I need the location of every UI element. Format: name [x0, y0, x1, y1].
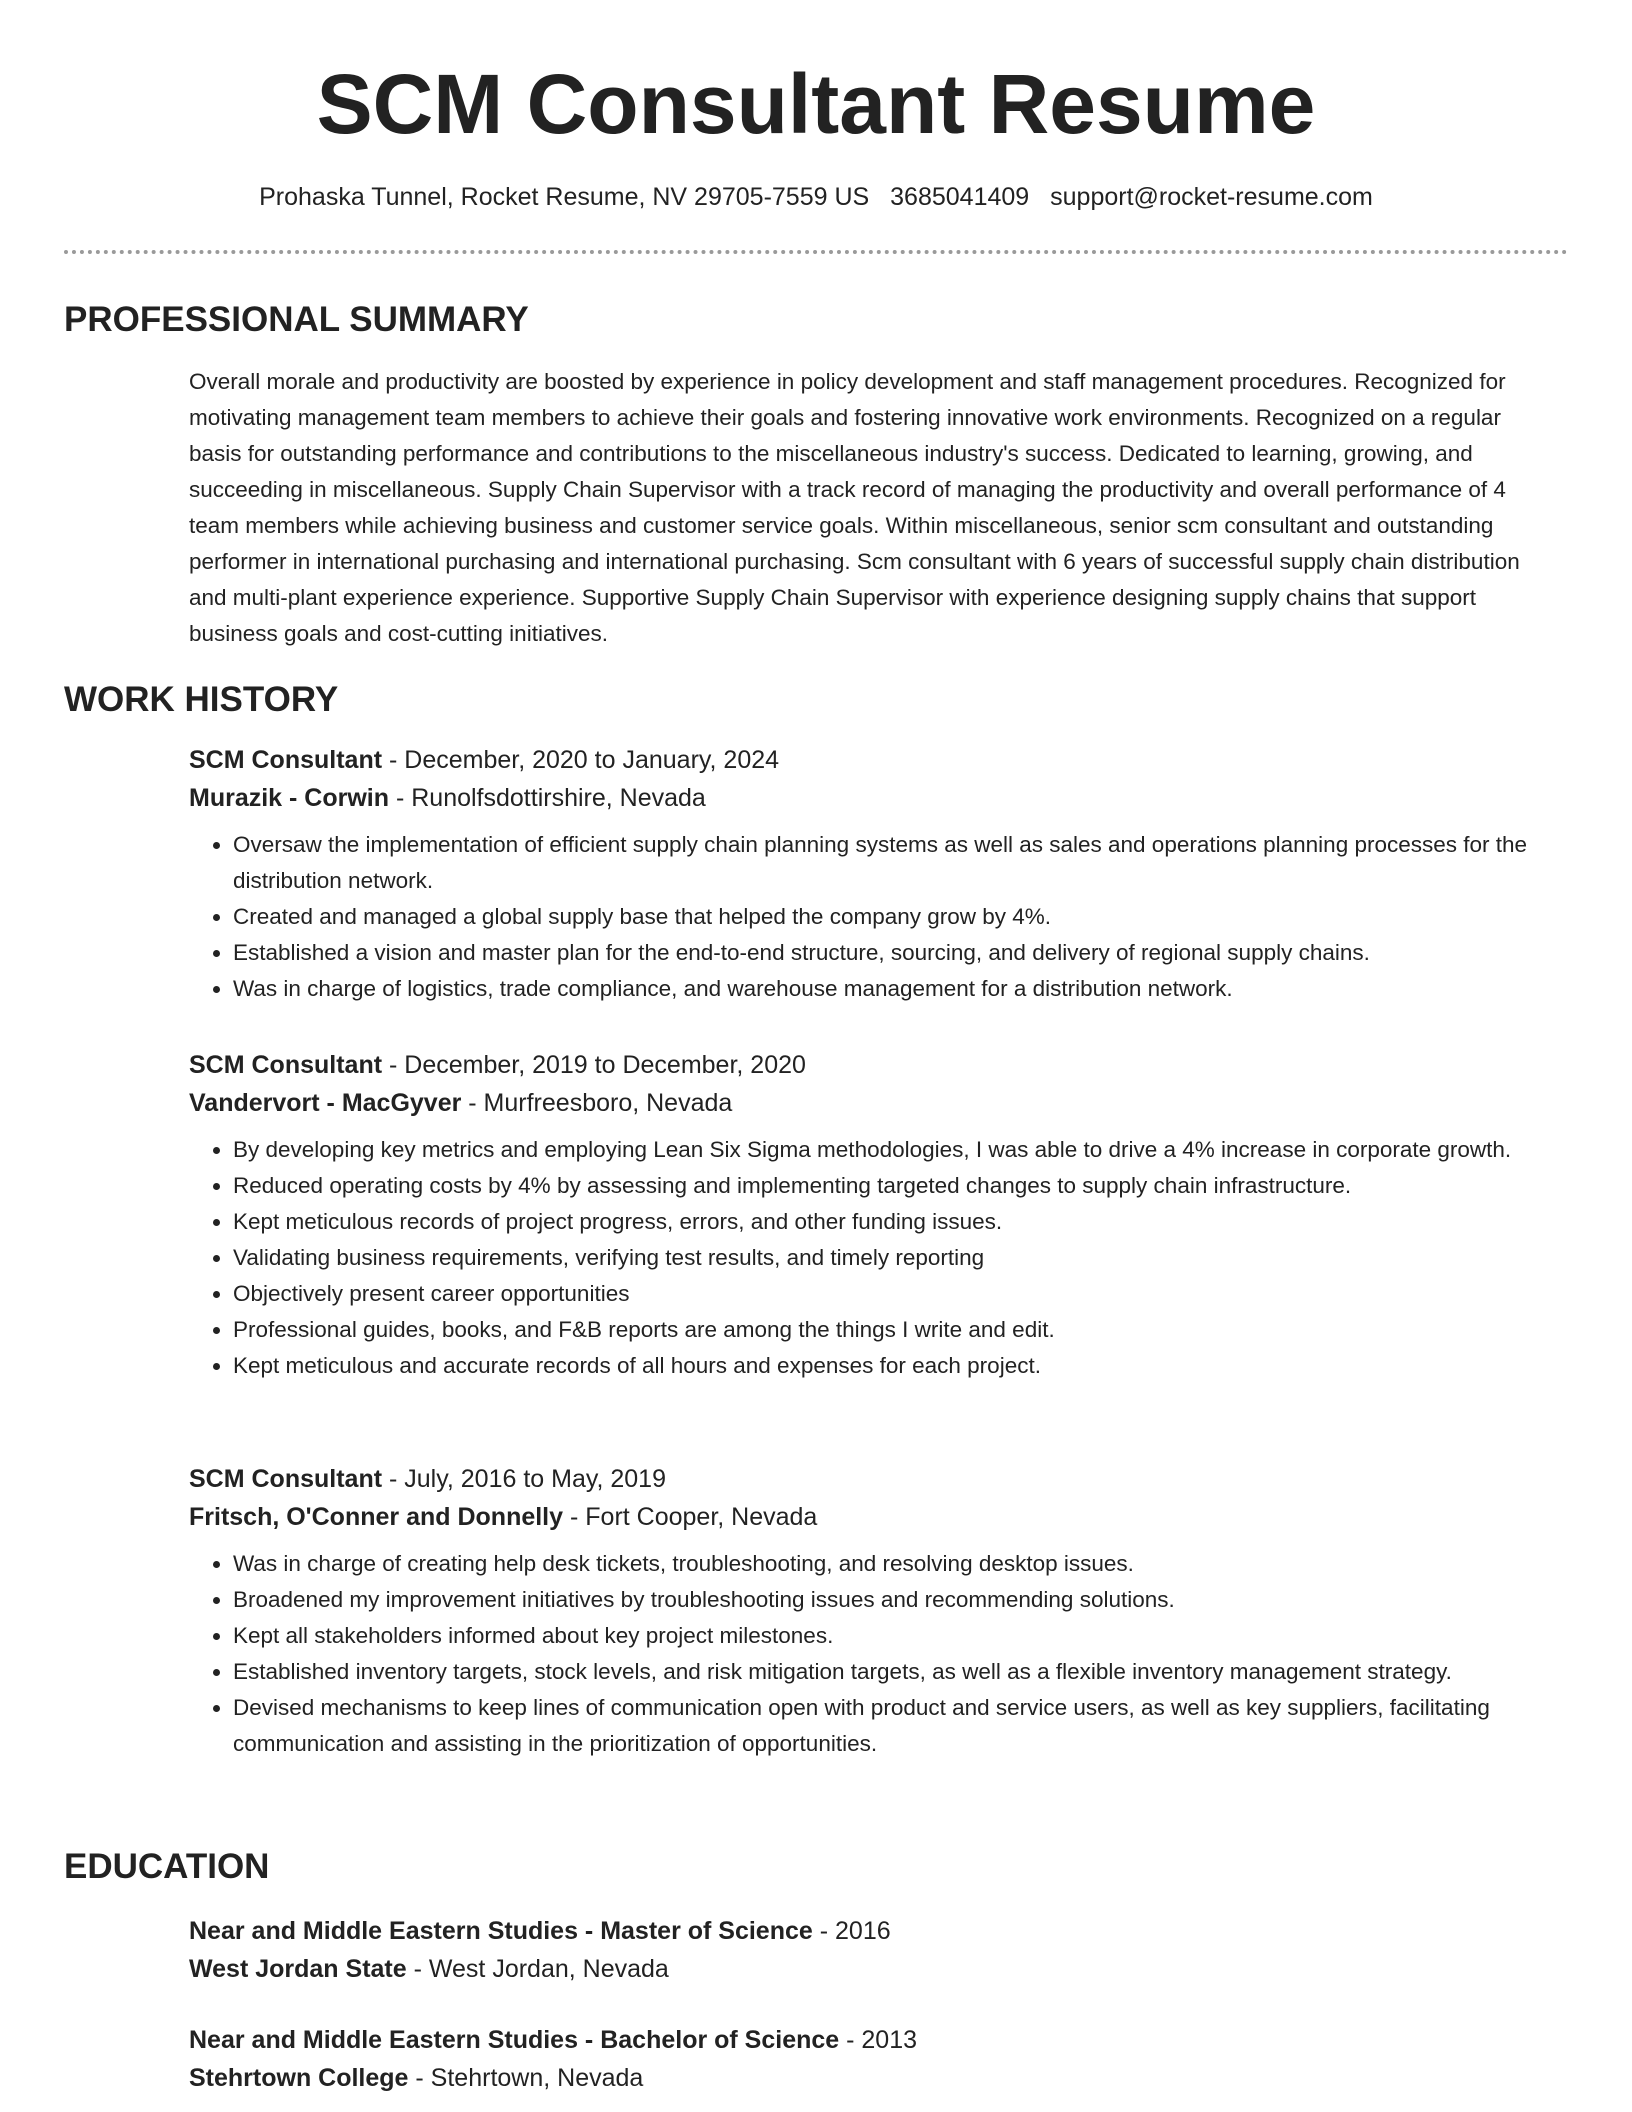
job-company: Vandervort - MacGyver: [189, 1089, 462, 1117]
job-company-line: [189, 1498, 1559, 1536]
job-bullet: • By developing key metrics and employing Lean Six Sigma methodologies, I was able to drive a 4% increase in corporate growth.: [233, 1132, 1559, 1168]
job-entry: [189, 1460, 1559, 1762]
job-bullet: • Was in charge of creating help desk tickets, troubleshooting, and resolving desktop issues.: [233, 1546, 1559, 1582]
education-school-line: [189, 1950, 1559, 1988]
job-bullet: • Created and managed a global supply base that helped the company grow by 4%.: [233, 899, 1559, 935]
education-school: West Jordan State: [189, 1955, 407, 1983]
section-title-education: EDUCATION: [64, 1847, 270, 1886]
job-bullet: • Professional guides, books, and F&B reports are among the things I write and edit.: [233, 1312, 1559, 1348]
job-bullet-list: [189, 1132, 1559, 1384]
resume-title: SCM Consultant Resume: [316, 57, 1316, 151]
job-bullet: • Kept meticulous records of project progress, errors, and other funding issues.: [233, 1204, 1559, 1240]
section-title-work-history: WORK HISTORY: [64, 680, 339, 719]
job-dates: - December, 2020 to January, 2024: [382, 746, 780, 774]
job-dates: - December, 2019 to December, 2020: [382, 1051, 806, 1079]
education-degree-line: [189, 2021, 1559, 2059]
job-bullet: • Was in charge of logistics, trade compliance, and warehouse management for a distribution network.: [233, 971, 1559, 1007]
job-bullet: • Oversaw the implementation of efficient supply chain planning systems as well as sales and operations planning processes for the distribution network.: [233, 827, 1559, 899]
education-location: - West Jordan, Nevada: [406, 1955, 669, 1983]
job-bullet: • Validating business requirements, verifying test results, and timely reporting: [233, 1240, 1559, 1276]
education-location: - Stehrtown, Nevada: [408, 2064, 644, 2092]
job-bullet: • Objectively present career opportunities: [233, 1276, 1559, 1312]
job-bullet: • Established a vision and master plan for the end-to-end structure, sourcing, and delivery of regional supply chains.: [233, 935, 1559, 971]
job-entry: [189, 1046, 1559, 1384]
job-company: Murazik - Corwin: [189, 784, 390, 812]
job-bullet: • Reduced operating costs by 4% by assessing and implementing targeted changes to supply chain infrastructure.: [233, 1168, 1559, 1204]
education-school-line: [189, 2059, 1559, 2097]
job-dates: - July, 2016 to May, 2019: [382, 1465, 666, 1493]
education-school: Stehrtown College: [189, 2064, 409, 2092]
contact-line: [0, 180, 1632, 214]
education-degree: Near and Middle Eastern Studies - Master of Science: [189, 1917, 813, 1945]
job-title-line: [189, 1046, 1559, 1084]
summary-paragraph: Overall morale and productivity are boosted by experience in policy development and staff management procedures. Recognized for motivating management team members to achieve their goals and fostering innovative work environments. Recognized on a regular basis for outstanding performance and contributions to the miscellaneous industry's success. Dedicated to learning, growing, and succeeding in miscellaneous. Supply Chain Supervisor with a track record of managing the productivity and overall performance of 4 team members while achieving business and customer service goals. Within miscellaneous, senior scm consultant and outstanding performer in international purchasing and international purchasing. Scm consultant with 6 years of successful supply chain distribution and multi-plant experience experience. Supportive Supply Chain Supervisor with experience designing supply chains that support business goals and cost-cutting initiatives.: [189, 369, 1520, 646]
job-company-line: [189, 1084, 1559, 1122]
education-entry: [189, 2021, 1559, 2097]
contact-phone: 3685041409: [890, 183, 1030, 211]
job-role: SCM Consultant: [189, 1051, 383, 1079]
job-entry: [189, 741, 1559, 1007]
job-bullet-list: [189, 1546, 1559, 1762]
contact-address: Prohaska Tunnel, Rocket Resume, NV 29705-7559 US: [259, 183, 870, 211]
section-title-summary: PROFESSIONAL SUMMARY: [64, 300, 529, 339]
job-bullet: • Kept all stakeholders informed about key project milestones.: [233, 1618, 1559, 1654]
education-year: - 2016: [812, 1917, 891, 1945]
job-title-line: [189, 741, 1559, 779]
contact-email: support@rocket-resume.com: [1050, 183, 1373, 211]
education-degree-line: [189, 1912, 1559, 1950]
header-divider: [64, 250, 1568, 254]
job-bullet-list: [189, 827, 1559, 1007]
job-location: - Fort Cooper, Nevada: [563, 1503, 818, 1531]
job-location: - Runolfsdottirshire, Nevada: [389, 784, 706, 812]
job-bullet: • Broadened my improvement initiatives by troubleshooting issues and recommending solutions.: [233, 1582, 1559, 1618]
job-company: Fritsch, O'Conner and Donnelly: [189, 1503, 564, 1531]
job-company-line: [189, 779, 1559, 817]
job-role: SCM Consultant: [189, 1465, 383, 1493]
job-bullet: • Kept meticulous and accurate records of all hours and expenses for each project.: [233, 1348, 1559, 1384]
education-year: - 2013: [839, 2026, 918, 2054]
job-bullet: • Devised mechanisms to keep lines of communication open with product and service users, as well as key suppliers, facilitating communication and assisting in the prioritization of opportunities.: [233, 1690, 1559, 1762]
job-location: - Murfreesboro, Nevada: [461, 1089, 733, 1117]
education-degree: Near and Middle Eastern Studies - Bachelor of Science: [189, 2026, 840, 2054]
education-entry: [189, 1912, 1559, 1988]
job-bullet: • Established inventory targets, stock levels, and risk mitigation targets, as well as a flexible inventory management strategy.: [233, 1654, 1559, 1690]
job-role: SCM Consultant: [189, 746, 383, 774]
job-title-line: [189, 1460, 1559, 1498]
